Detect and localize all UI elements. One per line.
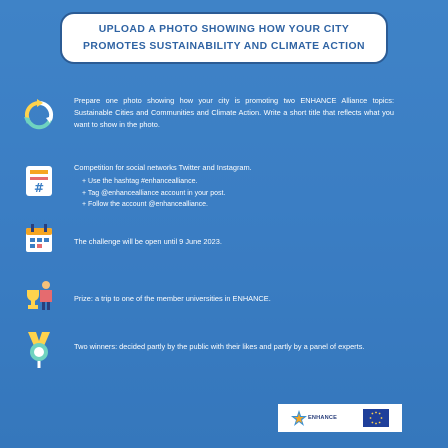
prize-text: Prize: a trip to one of the member universities in ENHANCE. xyxy=(74,294,271,303)
calendar-icon xyxy=(22,222,56,256)
trophy-person-icon xyxy=(20,276,58,314)
hashtag-post-icon xyxy=(20,162,58,200)
title-line-2: PROMOTES SUSTAINABILITY AND CLIMATE ACTION xyxy=(83,41,365,52)
svg-text:#: # xyxy=(33,181,45,195)
cycle-icon xyxy=(20,96,58,134)
enhance-logo-label: ENHANCE xyxy=(307,415,338,421)
ribbon-award-icon xyxy=(20,330,58,370)
winners-text: Two winners: decided partly by the public with their likes and partly by a panel of experts. xyxy=(74,342,365,351)
enhance-logo xyxy=(291,410,337,426)
competition-bullets xyxy=(74,176,394,210)
list-item: + Tag @enhancealliance account in your post. xyxy=(82,188,394,199)
logo-strip xyxy=(278,404,402,432)
title-banner xyxy=(60,12,388,64)
eu-flag-icon xyxy=(363,409,389,427)
deadline-text: The challenge will be open until 9 June 2023. xyxy=(74,237,222,246)
competition-heading: Competition for social networks Twitter and Instagram. xyxy=(74,163,252,172)
list-item: + Follow the account @enhancealliance. xyxy=(82,199,394,210)
enhance-mark-icon xyxy=(291,410,307,426)
intro-text: Prepare one photo showing how your city is promoting two ENHANCE Alliance topics: Sustainable Cities and Communities and Climate Action. Write a short title that reflects what you want to show in the photo. xyxy=(74,96,394,130)
title-line-1: UPLOAD A PHOTO SHOWING HOW YOUR CITY xyxy=(98,24,350,35)
competition-block xyxy=(74,162,394,210)
list-item: + Use the hashtag #enhancealliance. xyxy=(82,176,394,187)
